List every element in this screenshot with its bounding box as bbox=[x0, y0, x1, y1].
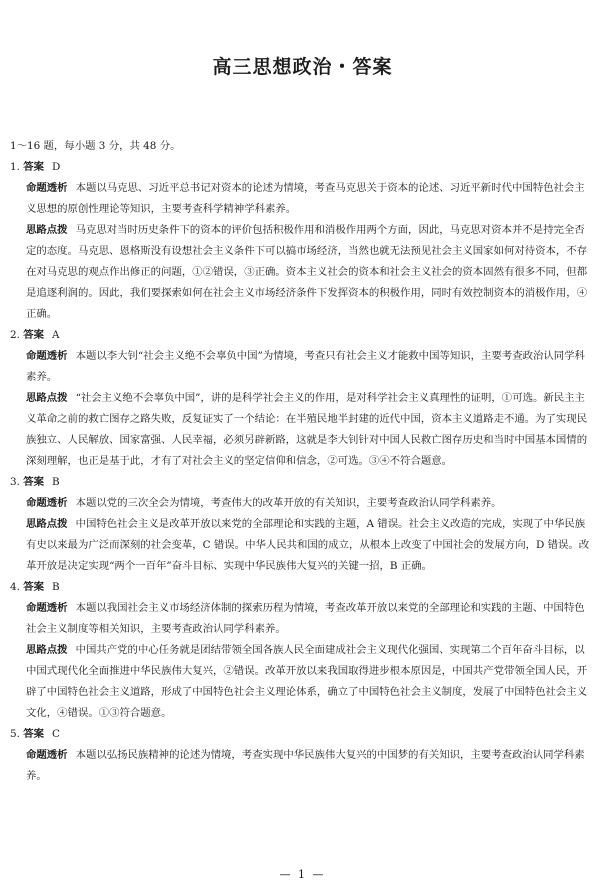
analysis-label: 命题透析 bbox=[26, 182, 68, 194]
answer-value: B bbox=[52, 476, 60, 488]
answer-line bbox=[10, 325, 595, 346]
answer-value: D bbox=[52, 161, 61, 173]
reasoning-text: 中国特色社会主义是改革开放以来党的全部理论和实践的主题，A 错误。社会主义改造的完成，实现了中华民族有史以来最为广泛而深刻的社会变革，C 错误。中华人民共和国的成立，从根本上改变了中国社会的发展方向，D 错误。改革开放是决定实现“两个一百年”奋斗目标、实现中华民族伟大复兴的关键一招，B 正确。 bbox=[26, 518, 590, 572]
question-block bbox=[10, 325, 595, 472]
answer-content bbox=[10, 136, 595, 787]
answer-line bbox=[10, 577, 595, 598]
reasoning-paragraph bbox=[10, 388, 595, 472]
page-number: — 1 — bbox=[279, 868, 326, 881]
intro-line: 1～16 题，每小题 3 分，共 48 分。 bbox=[10, 140, 181, 152]
analysis-text: 本题以弘扬民族精神的论述为情境，考查实现中华民族伟大复兴的中国梦的有关知识，主要考查政治认同学科素养。 bbox=[26, 749, 585, 782]
answer-value: C bbox=[52, 728, 60, 740]
answer-value: B bbox=[52, 581, 60, 593]
question-block bbox=[10, 577, 595, 724]
reasoning-text: 中国共产党的中心任务就是团结带领全国各族人民全面建成社会主义现代化强国、实现第二个百年奋斗目标，以中国式现代化全面推进中华民族伟大复兴，②错误。改革开放以来我国取得进步根本原因是，中国共产党带领全国人民，开辟了中国特色社会主义道路，形成了中国特色社会主义理论体系，确立了中国特色社会主义制度，发展了中国特色社会主义文化，④错误。①③符合题意。 bbox=[26, 644, 588, 719]
reasoning-label: 思路点拨 bbox=[26, 392, 68, 404]
analysis-label: 命题透析 bbox=[26, 602, 68, 614]
reasoning-paragraph bbox=[10, 220, 595, 325]
question-number: 3. bbox=[10, 476, 20, 488]
analysis-text: 本题以党的三次全会为情境，考查伟大的改革开放的有关知识，主要考查政治认同学科素养。 bbox=[75, 497, 502, 509]
page-title: 高三思想政治・答案 bbox=[212, 56, 393, 78]
answer-line bbox=[10, 472, 595, 493]
question-block bbox=[10, 157, 595, 325]
reasoning-paragraph bbox=[10, 514, 595, 577]
analysis-label: 命题透析 bbox=[26, 749, 68, 761]
reasoning-label: 思路点拨 bbox=[26, 224, 68, 236]
analysis-paragraph bbox=[10, 178, 595, 220]
analysis-paragraph bbox=[10, 346, 595, 388]
analysis-paragraph bbox=[10, 493, 595, 514]
analysis-label: 命题透析 bbox=[26, 497, 68, 509]
question-number: 1. bbox=[10, 161, 20, 173]
reasoning-paragraph bbox=[10, 640, 595, 724]
question-number: 4. bbox=[10, 581, 20, 593]
answer-label: 答案 bbox=[23, 581, 45, 593]
analysis-text: 本题以马克思、习近平总书记对资本的论述为情境，考查马克思关于资本的论述、习近平新时代中国特色社会主义思想的原创性理论等知识，主要考查科学精神学科素养。 bbox=[26, 182, 585, 215]
answer-value: A bbox=[52, 329, 60, 341]
question-block bbox=[10, 724, 595, 787]
answer-label: 答案 bbox=[23, 329, 45, 341]
reasoning-label: 思路点拨 bbox=[26, 644, 68, 656]
analysis-text: 本题以李大钊“社会主义绝不会辜负中国”为情境，考查只有社会主义才能救中国等知识，主要考查政治认同学科素养。 bbox=[26, 350, 585, 383]
reasoning-label: 思路点拨 bbox=[26, 518, 68, 530]
answer-label: 答案 bbox=[23, 728, 45, 740]
answer-label: 答案 bbox=[23, 476, 45, 488]
reasoning-text: “社会主义绝不会辜负中国”，讲的是科学社会主义的作用，是对科学社会主义真理性的证明，①可选。新民主主义革命之前的救亡图存之路失败，反复证实了一个结论：在半殖民地半封建的近代中国，资本主义道路走不通。为了实现民族独立、人民解放、国家富强、人民幸福，必须另辟新路，这就是李大钊针对中国人民救亡图存历史和当时中国基本国情的深刻理解，也正是基于此，才有了对社会主义的坚定信仰和信念，②可选。③④不符合题意。 bbox=[26, 392, 588, 467]
question-number: 2. bbox=[10, 329, 20, 341]
answer-line bbox=[10, 157, 595, 178]
analysis-paragraph bbox=[10, 598, 595, 640]
answer-label: 答案 bbox=[23, 161, 45, 173]
analysis-paragraph bbox=[10, 745, 595, 787]
answer-line bbox=[10, 724, 595, 745]
reasoning-text: 马克思对当时历史条件下的资本的评价包括积极作用和消极作用两个方面，因此，马克思对资本并不是持完全否定的态度。马克思、恩格斯没有设想社会主义条件下可以搞市场经济，当然也就无法预见社会主义国家如何对待资本，不存在对马克思的观点作出修正的问题，①②错误，③正确。资本主义社会的资本和社会主义社会的资本固然有很多不同，但都是追逐利润的。因此，我们要探索如何在社会主义市场经济条件下发挥资本的积极作用，同时有效控制资本的消极作用，④正确。 bbox=[26, 224, 588, 320]
analysis-text: 本题以我国社会主义市场经济体制的探索历程为情境，考查改革开放以来党的全部理论和实践的主题、中国特色社会主义制度等相关知识，主要考查政治认同学科素养。 bbox=[26, 602, 585, 635]
analysis-label: 命题透析 bbox=[26, 350, 68, 362]
question-number: 5. bbox=[10, 728, 20, 740]
question-block bbox=[10, 472, 595, 577]
